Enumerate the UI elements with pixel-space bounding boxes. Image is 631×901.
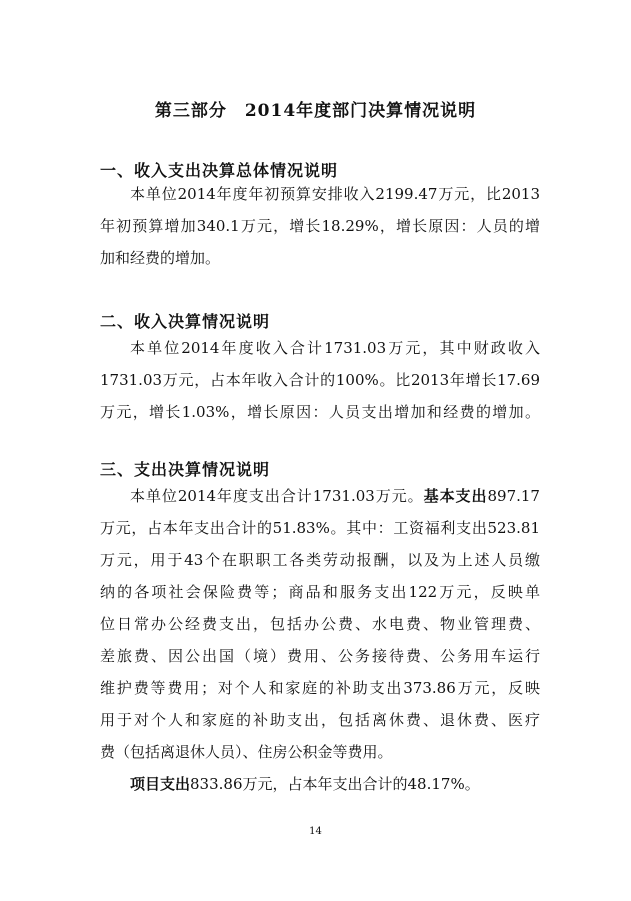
paragraph-line [100,768,540,800]
paragraph-line: 万元，占本年支出合计的51.83%。其中：工资福利支出523.81 [100,519,540,537]
section-paragraph-3 [100,480,540,800]
paragraph-line: 万元，用于43个在职职工各类劳动报酬，以及为上述人员缴 [100,551,540,569]
paragraph-line: 维护费等费用；对个人和家庭的补助支出373.86万元，反映 [100,679,540,697]
paragraph-line: 加和经费的增加。 [100,249,221,267]
line-text: 本单位2014年度支出合计1731.03万元。 [130,487,424,505]
paragraph-line: 万元，增长1.03%，增长原因：人员支出增加和经费的增加。 [100,403,540,421]
paragraph-line: 位日常办公经费支出，包括办公费、水电费、物业管理费、 [100,615,540,633]
page-number: 14 [309,826,322,837]
paragraph-line: 本单位2014年度年初预算安排收入2199.47万元，比2013 [130,185,540,203]
section-heading-3: 三、支出决算情况说明 [100,460,271,479]
project-expense-label: 项目支出 [130,775,191,793]
paragraph-line: 年初预算增加340.1万元，增长18.29%，增长原因：人员的增 [100,217,540,235]
page-title: 第三部分 2014年度部门决算情况说明 [154,101,477,121]
section-heading-2: 二、收入决算情况说明 [100,312,271,331]
basic-expense-label: 基本支出 [423,487,488,505]
section-heading-1: 一、收入支出决算总体情况说明 [100,161,339,180]
paragraph-line: 用于对个人和家庭的补助支出，包括离休费、退休费、医疗 [100,711,540,729]
paragraph-line: 费（包括离退休人员）、住房公积金等费用。 [100,743,393,761]
line-text: 897.17 [487,487,540,505]
line-text: 833.86万元，占本年支出合计的48.17%。 [190,775,480,793]
paragraph-line: 1731.03万元，占本年收入合计的100%。比2013年增长17.69 [100,371,540,389]
section-paragraph-2 [100,332,540,428]
paragraph-line: 差旅费、因公出国（境）费用、公务接待费、公务用车运行 [100,647,540,665]
paragraph-line: 纳的各项社会保险费等；商品和服务支出122万元，反映单 [100,583,540,601]
paragraph-line [100,480,540,512]
paragraph-line: 本单位2014年度收入合计1731.03万元，其中财政收入 [130,339,540,357]
section-paragraph-1 [100,178,540,274]
